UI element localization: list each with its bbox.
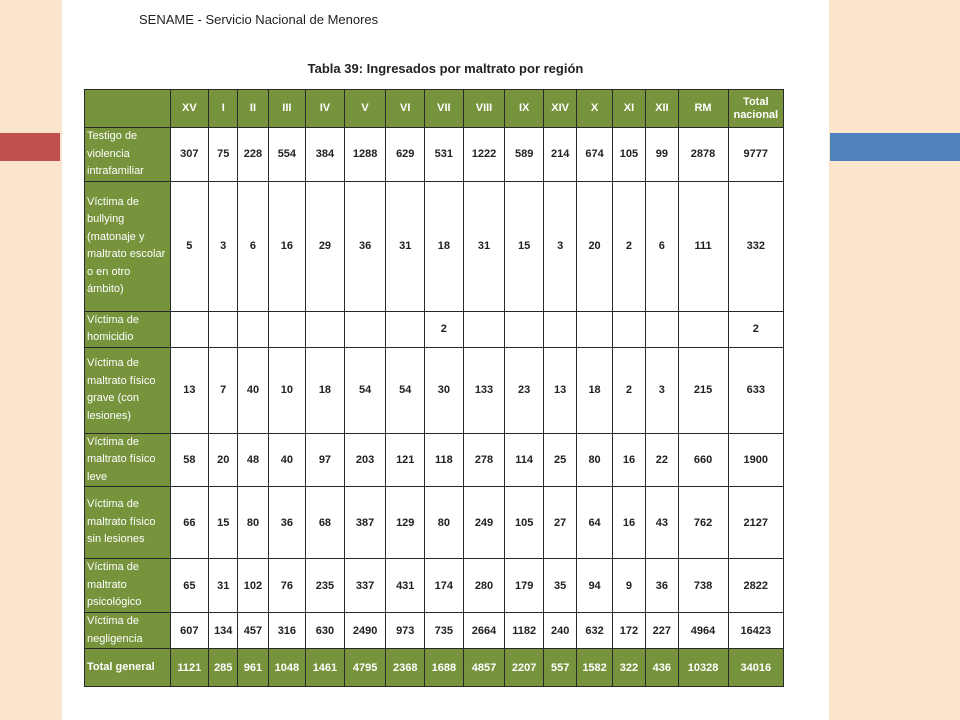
row-label: Víctima de maltrato psicológico: [85, 559, 171, 613]
data-cell: 674: [577, 128, 612, 182]
column-header: XV: [170, 90, 209, 128]
data-cell: 43: [646, 487, 678, 559]
table-row: [85, 559, 784, 613]
data-cell: 94: [577, 559, 612, 613]
data-cell: 2: [612, 181, 645, 311]
data-cell: 97: [306, 433, 345, 487]
data-cell: 1461: [306, 649, 345, 687]
data-cell: 16: [612, 433, 645, 487]
data-cell: 133: [463, 347, 505, 433]
row-label: Víctima de homicidio: [85, 311, 171, 347]
data-cell: 607: [170, 613, 209, 649]
data-cell: 228: [238, 128, 268, 182]
data-cell: [678, 311, 728, 347]
data-cell: 54: [344, 347, 386, 433]
data-cell: 457: [238, 613, 268, 649]
data-cell: 531: [425, 128, 464, 182]
data-cell: 203: [344, 433, 386, 487]
national-total-cell: 633: [728, 347, 783, 433]
data-cell: 13: [543, 347, 576, 433]
data-cell: 13: [170, 347, 209, 433]
data-cell: 6: [238, 181, 268, 311]
data-cell: 384: [306, 128, 345, 182]
table-total-row: [85, 649, 784, 687]
data-cell: 31: [209, 559, 238, 613]
data-cell: 16: [612, 487, 645, 559]
column-header: II: [238, 90, 268, 128]
data-cell: 1048: [268, 649, 306, 687]
data-cell: 23: [505, 347, 544, 433]
document-page: [62, 0, 829, 720]
data-cell: 129: [386, 487, 425, 559]
data-cell: 589: [505, 128, 544, 182]
data-cell: 22: [646, 433, 678, 487]
data-cell: 99: [646, 128, 678, 182]
data-cell: 235: [306, 559, 345, 613]
column-header: IV: [306, 90, 345, 128]
data-cell: 1222: [463, 128, 505, 182]
data-cell: 134: [209, 613, 238, 649]
data-cell: 36: [268, 487, 306, 559]
data-cell: 3: [543, 181, 576, 311]
data-cell: 1288: [344, 128, 386, 182]
data-cell: 2664: [463, 613, 505, 649]
data-cell: 1121: [170, 649, 209, 687]
data-cell: 18: [306, 347, 345, 433]
data-cell: [577, 311, 612, 347]
data-cell: 48: [238, 433, 268, 487]
data-cell: 738: [678, 559, 728, 613]
table-row: [85, 487, 784, 559]
data-cell: 80: [238, 487, 268, 559]
data-cell: 2368: [386, 649, 425, 687]
data-cell: 2878: [678, 128, 728, 182]
data-cell: 18: [425, 181, 464, 311]
data-cell: 31: [463, 181, 505, 311]
data-cell: 20: [209, 433, 238, 487]
data-cell: 105: [505, 487, 544, 559]
column-header-total: Total nacional: [728, 90, 783, 128]
data-cell: 121: [386, 433, 425, 487]
data-cell: [646, 311, 678, 347]
data-cell: 16: [268, 181, 306, 311]
national-total-cell: 2: [728, 311, 783, 347]
data-cell: 7: [209, 347, 238, 433]
data-cell: 18: [577, 347, 612, 433]
data-table: [84, 89, 784, 687]
data-cell: [612, 311, 645, 347]
data-cell: 387: [344, 487, 386, 559]
row-label: Testigo de violencia intrafamiliar: [85, 128, 171, 182]
data-cell: 27: [543, 487, 576, 559]
data-cell: 316: [268, 613, 306, 649]
data-cell: 15: [505, 181, 544, 311]
data-cell: 29: [306, 181, 345, 311]
data-cell: 36: [646, 559, 678, 613]
data-cell: [238, 311, 268, 347]
column-header: XIV: [543, 90, 576, 128]
data-cell: 64: [577, 487, 612, 559]
table-row: [85, 181, 784, 311]
data-cell: 632: [577, 613, 612, 649]
national-total-cell: 16423: [728, 613, 783, 649]
data-cell: 4964: [678, 613, 728, 649]
data-cell: 75: [209, 128, 238, 182]
data-cell: 278: [463, 433, 505, 487]
data-cell: 40: [238, 347, 268, 433]
data-cell: 337: [344, 559, 386, 613]
column-header: VI: [386, 90, 425, 128]
data-cell: 5: [170, 181, 209, 311]
data-cell: 111: [678, 181, 728, 311]
data-cell: 961: [238, 649, 268, 687]
row-label: Víctima de maltrato físico grave (con lesiones): [85, 347, 171, 433]
data-cell: [306, 311, 345, 347]
data-cell: [543, 311, 576, 347]
data-cell: 102: [238, 559, 268, 613]
column-header: I: [209, 90, 238, 128]
data-cell: 2: [612, 347, 645, 433]
data-cell: 227: [646, 613, 678, 649]
data-cell: 6: [646, 181, 678, 311]
data-cell: 1582: [577, 649, 612, 687]
data-cell: 735: [425, 613, 464, 649]
data-cell: 68: [306, 487, 345, 559]
slide-accent-bar-right: [830, 133, 960, 161]
data-cell: [268, 311, 306, 347]
corner-cell: [85, 90, 171, 128]
data-cell: 307: [170, 128, 209, 182]
data-cell: 80: [425, 487, 464, 559]
data-cell: 557: [543, 649, 576, 687]
data-cell: 4857: [463, 649, 505, 687]
data-cell: 36: [344, 181, 386, 311]
table-row: [85, 311, 784, 347]
data-cell: 114: [505, 433, 544, 487]
data-cell: 10328: [678, 649, 728, 687]
national-total-cell: 9777: [728, 128, 783, 182]
column-header: V: [344, 90, 386, 128]
table-header-row: [85, 90, 784, 128]
data-cell: 118: [425, 433, 464, 487]
data-cell: 3: [646, 347, 678, 433]
document-header: SENAME - Servicio Nacional de Menores: [139, 12, 379, 27]
data-cell: 15: [209, 487, 238, 559]
data-cell: 2207: [505, 649, 544, 687]
row-label: Víctima de bullying (matonaje y maltrato escolar o en otro ámbito): [85, 181, 171, 311]
national-total-cell: 1900: [728, 433, 783, 487]
column-header: XI: [612, 90, 645, 128]
data-cell: 1688: [425, 649, 464, 687]
data-cell: 40: [268, 433, 306, 487]
national-total-cell: 34016: [728, 649, 783, 687]
column-header: RM: [678, 90, 728, 128]
national-total-cell: 2127: [728, 487, 783, 559]
data-cell: 1182: [505, 613, 544, 649]
column-header: VII: [425, 90, 464, 128]
data-cell: 65: [170, 559, 209, 613]
column-header: IX: [505, 90, 544, 128]
slide-accent-bar-left: [0, 133, 60, 161]
data-cell: 630: [306, 613, 345, 649]
table-row: [85, 128, 784, 182]
data-cell: 172: [612, 613, 645, 649]
national-total-cell: 332: [728, 181, 783, 311]
data-cell: 31: [386, 181, 425, 311]
data-cell: [209, 311, 238, 347]
row-label: Víctima de negligencia: [85, 613, 171, 649]
table-caption: Tabla 39: Ingresados por maltrato por región: [307, 61, 584, 76]
table-row: [85, 347, 784, 433]
data-cell: 285: [209, 649, 238, 687]
column-header: III: [268, 90, 306, 128]
row-label: Víctima de maltrato físico sin lesiones: [85, 487, 171, 559]
data-cell: 660: [678, 433, 728, 487]
data-cell: 322: [612, 649, 645, 687]
data-cell: 2490: [344, 613, 386, 649]
data-cell: 249: [463, 487, 505, 559]
data-cell: 10: [268, 347, 306, 433]
data-cell: 240: [543, 613, 576, 649]
data-cell: 80: [577, 433, 612, 487]
data-cell: 25: [543, 433, 576, 487]
data-cell: 20: [577, 181, 612, 311]
national-total-cell: 2822: [728, 559, 783, 613]
data-cell: 66: [170, 487, 209, 559]
column-header: X: [577, 90, 612, 128]
data-cell: 2: [425, 311, 464, 347]
data-cell: 436: [646, 649, 678, 687]
column-header: XII: [646, 90, 678, 128]
row-label: Total general: [85, 649, 171, 687]
data-cell: 4795: [344, 649, 386, 687]
data-cell: 30: [425, 347, 464, 433]
data-cell: 174: [425, 559, 464, 613]
data-cell: 762: [678, 487, 728, 559]
data-cell: 179: [505, 559, 544, 613]
column-header: VIII: [463, 90, 505, 128]
data-cell: [505, 311, 544, 347]
data-cell: [463, 311, 505, 347]
data-cell: [386, 311, 425, 347]
data-cell: [344, 311, 386, 347]
data-cell: [170, 311, 209, 347]
data-cell: 9: [612, 559, 645, 613]
table-row: [85, 433, 784, 487]
data-cell: 105: [612, 128, 645, 182]
data-cell: 629: [386, 128, 425, 182]
data-cell: 214: [543, 128, 576, 182]
table-row: [85, 613, 784, 649]
data-cell: 973: [386, 613, 425, 649]
row-label: Víctima de maltrato físico leve: [85, 433, 171, 487]
data-cell: 76: [268, 559, 306, 613]
data-cell: 3: [209, 181, 238, 311]
data-cell: 35: [543, 559, 576, 613]
data-cell: 280: [463, 559, 505, 613]
data-cell: 54: [386, 347, 425, 433]
data-cell: 554: [268, 128, 306, 182]
data-cell: 215: [678, 347, 728, 433]
data-cell: 431: [386, 559, 425, 613]
data-cell: 58: [170, 433, 209, 487]
